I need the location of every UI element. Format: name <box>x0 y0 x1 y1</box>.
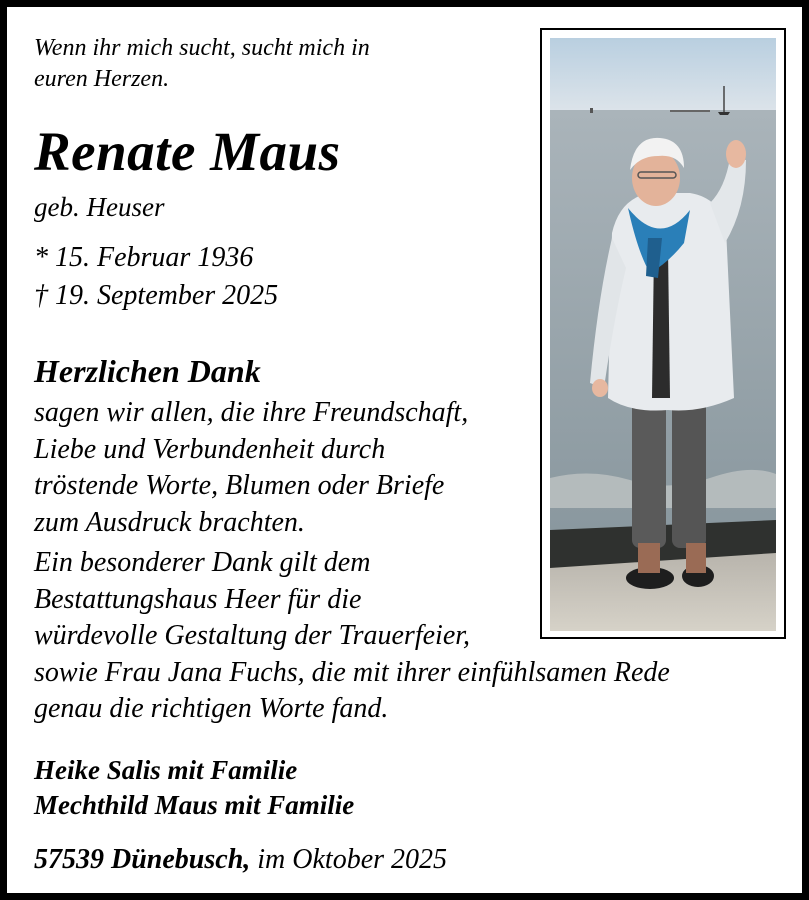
text-line: Bestattungshaus Heer für die <box>34 583 362 615</box>
portrait-photo <box>550 38 776 631</box>
text-line: tröstende Worte, Blumen oder Briefe <box>34 470 445 501</box>
death-date: † 19. September 2025 <box>34 280 279 311</box>
thanks-heading: Herzlichen Dank <box>34 353 261 389</box>
place-location: 57539 Dünebusch, <box>34 844 251 875</box>
text-line: sowie Frau Jana Fuchs, die mit ihrer einfühlsamen Rede <box>34 656 670 688</box>
place-date-text: im Oktober 2025 <box>257 844 448 875</box>
motto-line: Wenn ihr mich sucht, sucht mich in <box>34 35 370 61</box>
birth-date: * 15. Februar 1936 <box>34 242 254 273</box>
signers <box>34 753 354 823</box>
text-line: würdevolle Gestaltung der Trauerfeier, <box>34 620 471 651</box>
photo-frame <box>540 28 786 639</box>
text-line: Liebe und Verbundenheit durch <box>34 433 386 465</box>
signer: Heike Salis mit Familie <box>34 755 298 785</box>
portrait-photo-icon <box>550 38 776 631</box>
birth-name: geb. Heuser <box>34 192 165 222</box>
text-line: sagen wir allen, die ihre Freundschaft, <box>34 397 469 428</box>
deceased-name: Renate Maus <box>34 121 341 182</box>
text-line: zum Ausdruck brachten. <box>34 506 305 538</box>
text-line: Ein besonderer Dank gilt dem <box>34 547 371 578</box>
life-dates <box>34 239 278 315</box>
place-date <box>34 844 447 876</box>
text-line: genau die richtigen Worte fand. <box>34 693 389 724</box>
motto-line: euren Herzen. <box>34 66 170 92</box>
motto <box>34 33 370 95</box>
signer: Mechthild Maus mit Familie <box>34 790 355 820</box>
